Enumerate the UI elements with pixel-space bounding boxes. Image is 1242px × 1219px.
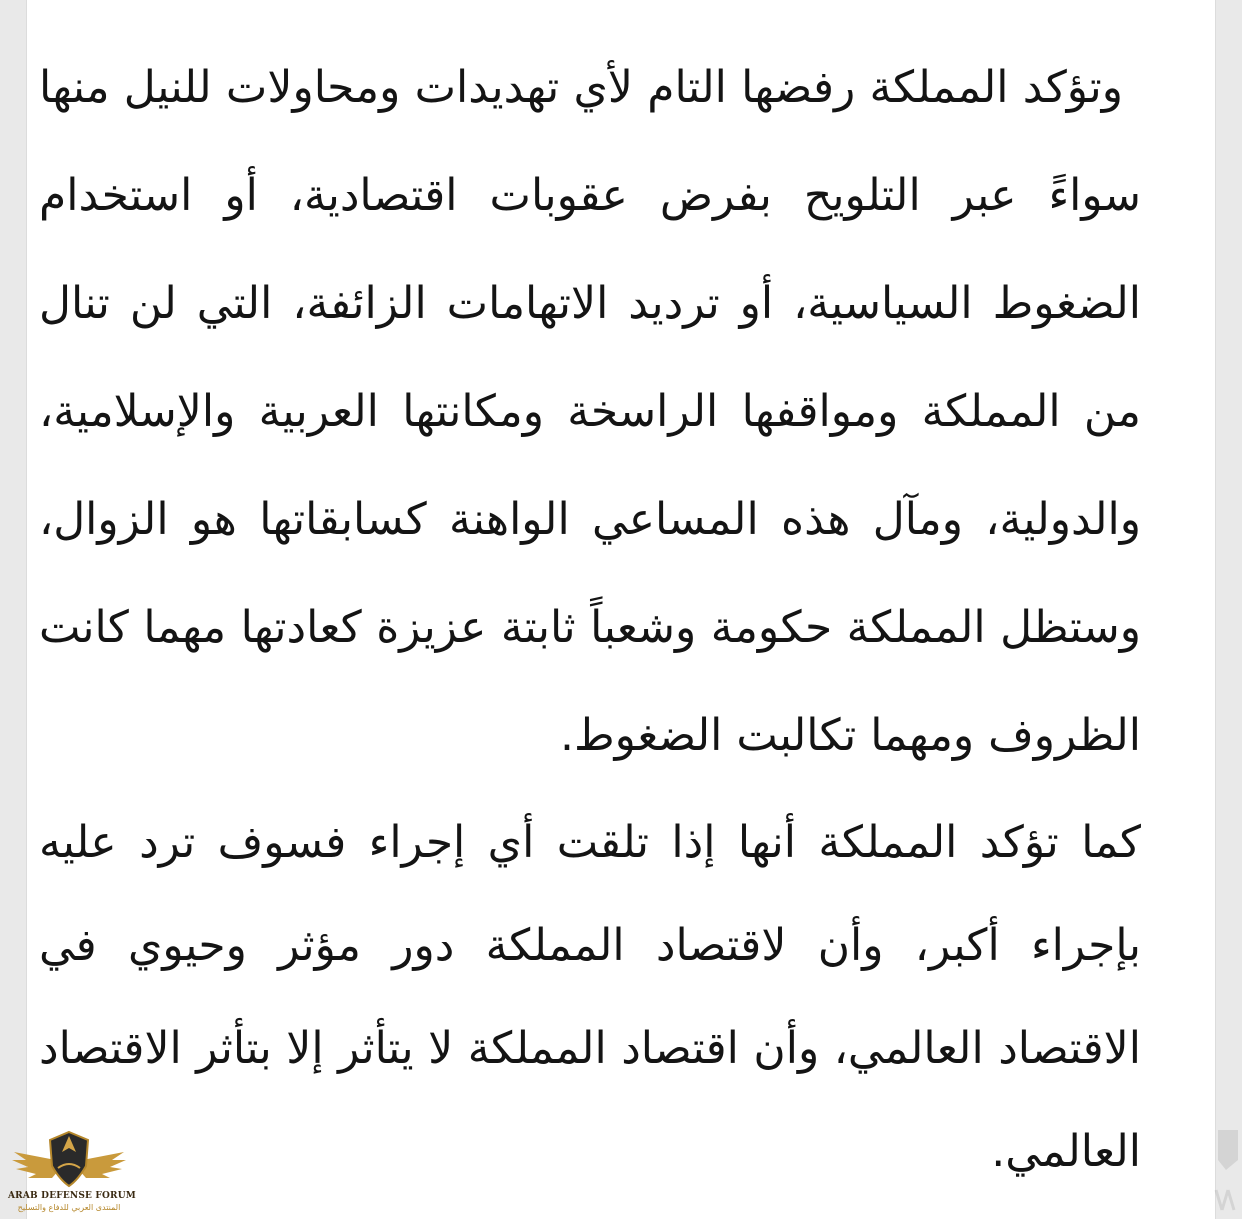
- document-page: [26, 0, 1216, 1219]
- logo-name-ar: المنتدى العربي للدفاع والتسليح: [17, 1203, 121, 1212]
- article-paragraph-1: وتؤكد المملكة رفضها التام لأي تهديدات ومحاولات للنيل منها سواءً عبر التلويح بفرض عقوبات اقتصادية، أو استخدام الضغوط السياسية، أو ترديد الاتهامات الزائفة، التي لن تنال من المملكة ومواقفها الراسخة ومكانتها العربية والإسلامية، والدولية، ومآل هذه المساعي الواهنة كسابقاتها هو الزوال، وستظل المملكة حكومة وشعباً ثابتة عزيزة كعادتها مهما كانت الظروف ومهما تكالبت الضغوط.: [39, 62, 1141, 761]
- watermark-icon: [1212, 1120, 1240, 1215]
- logo-name-en: ARAB DEFENSE FORUM: [8, 1191, 136, 1201]
- logo-emblem-icon: [8, 1122, 130, 1194]
- article-paragraph-2: كما تؤكد المملكة أنها إذا تلقت أي إجراء فسوف ترد عليه بإجراء أكبر، وأن لاقتصاد المملكة دور مؤثر وحيوي في الاقتصاد العالمي، وأن اقتصاد المملكة لا يتأثر إلا بتأثر الاقتصاد العالمي.: [39, 817, 1141, 1177]
- arab-defense-forum-logo: [8, 1122, 136, 1217]
